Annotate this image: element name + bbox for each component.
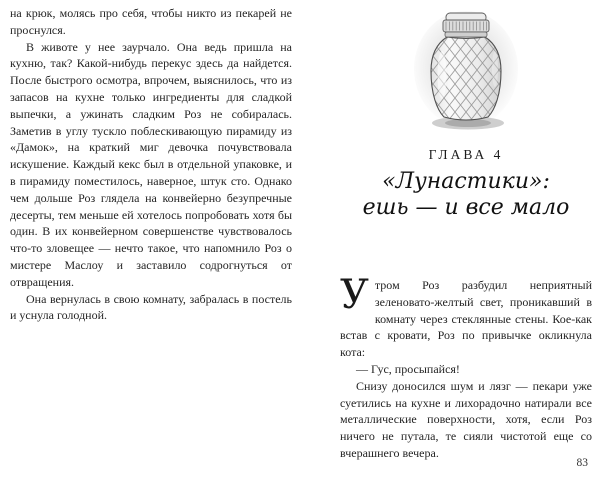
chapter-title [340, 169, 592, 221]
jar-illustration [340, 7, 592, 139]
paragraph-text: тром Роз разбудил неприятный зеленовато-желтый свет, проникавший в комнату через стеклянные стены. Кое-как встав с кровати, Роз по привычке окликнула кота: [340, 278, 592, 360]
chapter-label: ГЛАВА 4 [428, 147, 504, 162]
chapter-title-line1: «Лунастики»: [382, 169, 550, 194]
drop-cap: У [340, 272, 369, 318]
jar-lid [443, 13, 489, 37]
paragraph: Снизу доносился шум и лязг — пекари уже суетились на кухне и лихорадочно натирали все металлические поверхности, хотя, если Роз ничего не путала, те сияли чистотой еще со вчерашнего вечера. [340, 378, 592, 460]
paragraph: Она вернулась в свою комнату, забралась в постель и уснула голодной. [10, 291, 292, 323]
paragraph: — Гус, просыпайся! [356, 361, 460, 376]
glass-jar-drawing [411, 7, 521, 135]
paragraph-dropcap [340, 272, 592, 361]
page-right [300, 0, 600, 479]
chapter-title-line2: ешь — и все мало [362, 195, 570, 220]
paragraph: на крюк, молясь про себя, чтобы никто из пекарей не проснулся. [10, 6, 292, 37]
page-number: 83 [576, 457, 588, 469]
chapter-body [340, 272, 592, 462]
paragraph: В животе у нее заурчало. Она ведь пришла на кухню, так? Какой-нибудь перекус здесь да найдется. После быстрого осмотра, впрочем, выяснилось, что из запасов на кухне только ингредиенты для сладкой выпечки, а ужинать сладким Роз не собиралась. Заметив в углу тускло поблескивающую пирамиду из «Дамок», на краткий миг девочка почувствовала искушение. Каждый кекс был в отдельной упаковке, и в пирамиду поместилось, наверное, штук сто. Однако чем дольше Роз глядела на конвейерно безупречные десерты, тем меньше ей хотелось попробовать хотя бы один. В их конвейерном совершенстве чувствовалось что-то зловещее — нечто такое, что напомнило Роз о мистере Маслоу и заставило содрогнуться от отвращения. [10, 39, 292, 289]
jar-body [431, 37, 501, 120]
